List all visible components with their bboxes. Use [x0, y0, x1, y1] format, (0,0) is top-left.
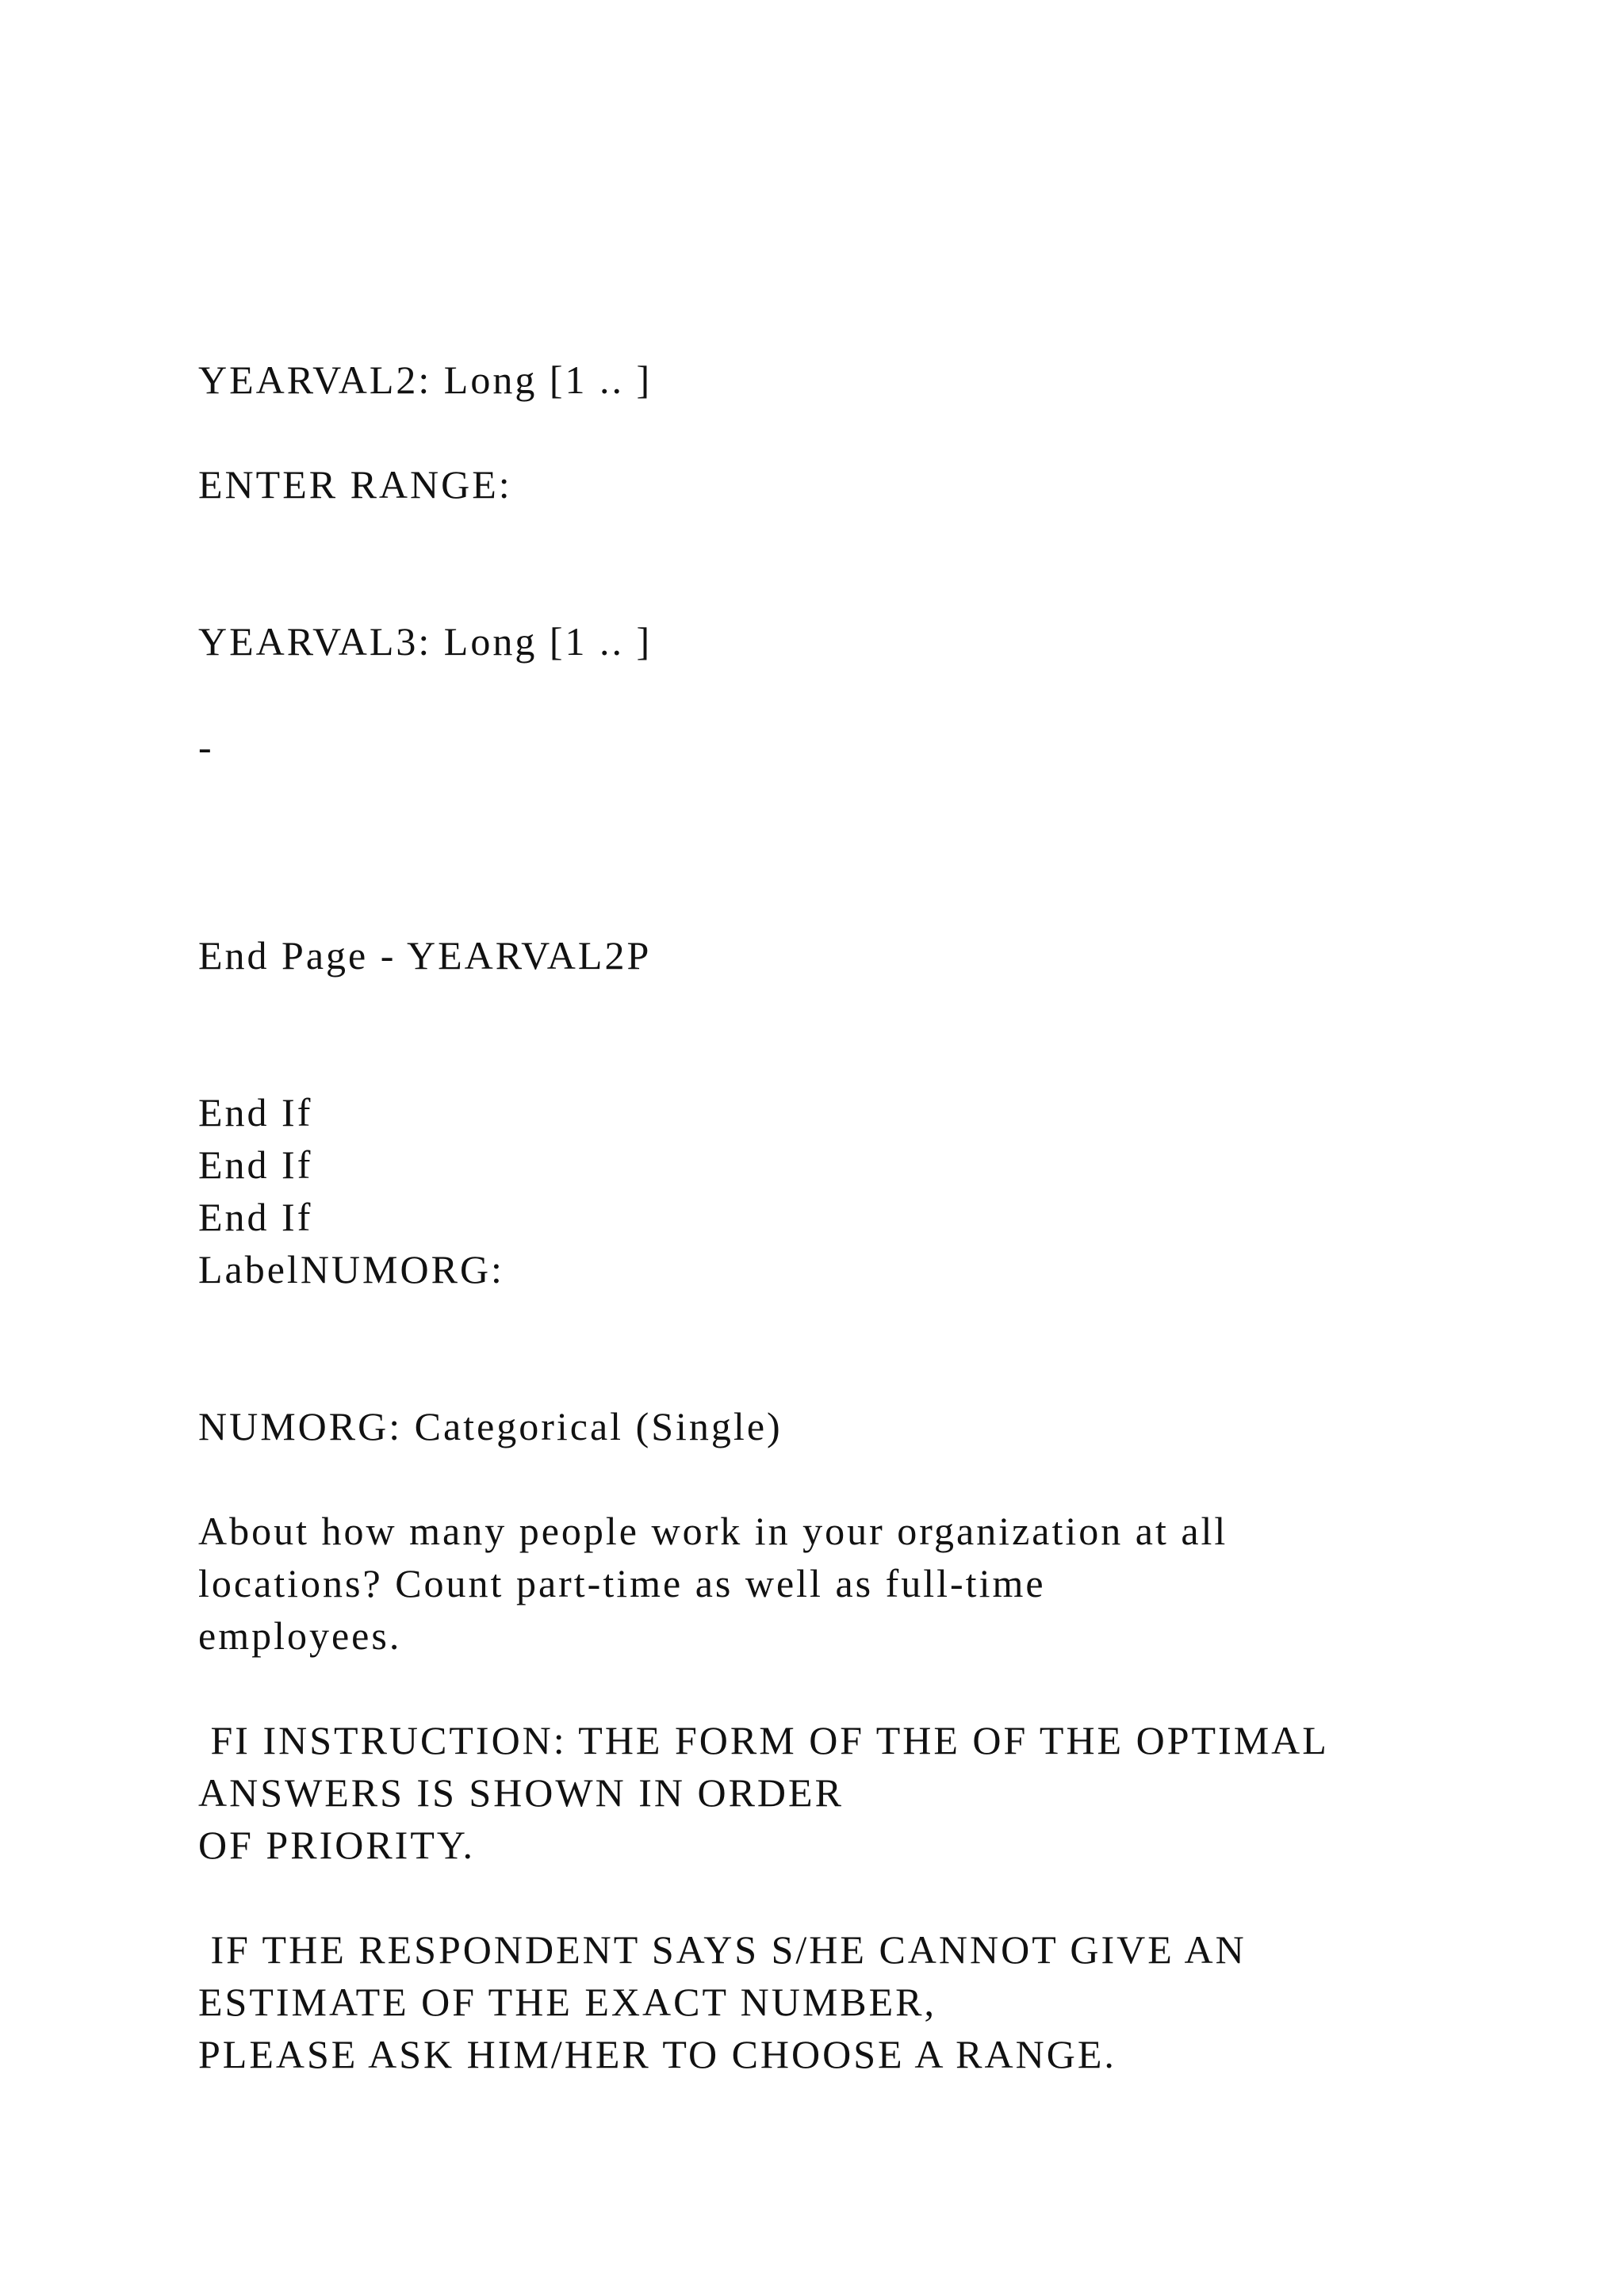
dash-separator: - — [198, 725, 214, 769]
end-if-line: End If — [198, 1090, 313, 1135]
question-text-line: About how many people work in your organization at all — [198, 1509, 1228, 1553]
fi-instruction-line: ANSWERS IS SHOWN IN ORDER — [198, 1770, 844, 1815]
question-text-line: locations? Count part-time as well as full-time — [198, 1561, 1046, 1605]
end-page-yearval2p: End Page - YEARVAL2P — [198, 933, 652, 978]
end-if-line: End If — [198, 1142, 313, 1187]
enter-range-prompt: ENTER RANGE: — [198, 462, 512, 507]
yearval3-definition: YEARVAL3: Long [1 .. ] — [198, 619, 653, 664]
respondent-instruction-line: ESTIMATE OF THE EXACT NUMBER, — [198, 1980, 937, 2024]
fi-instruction-line: OF PRIORITY. — [198, 1823, 476, 1867]
respondent-instruction-line: IF THE RESPONDENT SAYS S/HE CANNOT GIVE AN — [198, 1927, 1247, 1972]
end-if-line: End If — [198, 1195, 313, 1239]
label-numorg: LabelNUMORG: — [198, 1247, 504, 1292]
question-text-line: employees. — [198, 1613, 402, 1658]
numorg-definition: NUMORG: Categorical (Single) — [198, 1404, 783, 1448]
yearval2-definition: YEARVAL2: Long [1 .. ] — [198, 358, 653, 402]
fi-instruction-line: FI INSTRUCTION: THE FORM OF THE OF THE OPTIMAL — [198, 1718, 1329, 1762]
respondent-instruction-line: PLEASE ASK HIM/HER TO CHOOSE A RANGE. — [198, 2032, 1116, 2076]
